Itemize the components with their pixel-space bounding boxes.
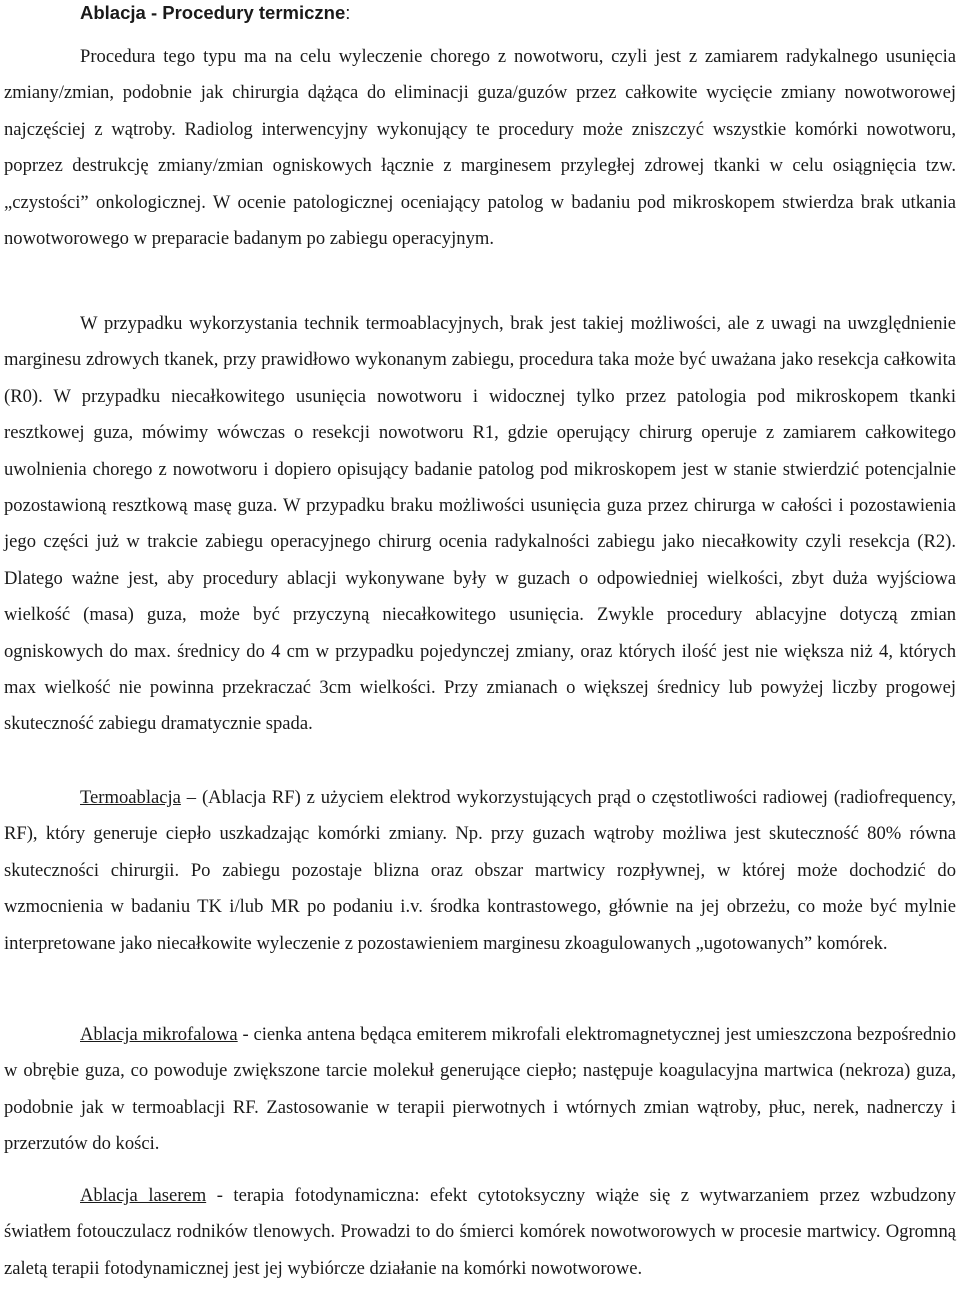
paragraph-text: – (Ablacja RF) z użyciem elektrod wykorzystujących prąd o częstotliwości radiowej (radiofrequency, RF), który generuje ciepło uszkadzając komórki zmiany. Np. przy guzach wątroby możliwa jest skuteczność 80% równa skuteczności chirurgii. Po zabiegu pozostaje blizna oraz obszar martwicy rozpływnej, w której może dochodzić do wzmocnienia w badaniu TK i/lub MR po podaniu i.v. środka kontrastowego, głównie na jej obrzeżu, co może być mylnie interpretowane jako niecałkowite wyleczenie z pozostawieniem marginesu zkoagulowanych „ugotowanych” komórek. xyxy=(4,787,956,954)
paragraph-microwave-ablation xyxy=(4,1017,956,1163)
paragraph-text: W przypadku wykorzystania technik termoablacyjnych, brak jest takiej możliwości, ale z uwagi na uwzględnienie marginesu zdrowych tkanek, przy prawidłowo wykonanym zabiegu, procedura taka może być uważana jako resekcja całkowita (R0). W przypadku niecałkowitego usunięcia nowotworu i widocznej tylko przez patologia pod mikroskopem tkanki resztkowej guza, mówimy wówczas o resekcji nowotworu R1, gdzie operujący chirurg operuje z zamiarem całkowitego uwolnienia chorego z nowotworu i dopiero opisujący badanie patolog pod mikroskopem jest w stanie stwierdzić potencjalnie pozostawioną resztkową masę guza. W przypadku braku możliwości usunięcia guza przez chirurga w całości i pozostawienia jego części już w trakcie zabiegu operacyjnego chirurg ocenia radykalności zabiegu jako niecałkowity czyli resekcja (R2). Dlatego ważne jest, aby procedury ablacji wykonywane były w guzach o odpowiedniej wielkości, zbyt duża wyjściowa wielkość (masa) guza, może być przyczyną niecałkowitego usunięcia. Zwykle procedury ablacyjne dotyczą zmian ogniskowych do max. średnicy do 4 cm w przypadku pojedynczej zmiany, oraz których ilość jest nie większa niż 4, których max wielkość nie powinna przekraczać 3cm wielkości. Przy zmianach o większej średnicy lub powyżej liczby progowej skuteczność zabiegu dramatycznie spada. xyxy=(4,313,956,735)
paragraph-rf-ablation xyxy=(4,780,956,962)
term-rf-ablation: Termoablacja xyxy=(80,787,181,808)
paragraph-thermoablation-resection xyxy=(4,306,956,743)
heading-title: Ablacja - Procedury termiczne xyxy=(80,2,346,23)
paragraph-text: - cienka antena będąca emiterem mikrofali elektromagnetycznej jest umieszczona bezpośrednio w obrębie guza, co powoduje zwiększone tarcie molekuł generujące ciepło; następuje koagulacyjna martwica (nekroza) guza, podobnie jak w termoablacji RF. Zastosowanie w terapii pierwotnych i wtórnych zmian wątroby, płuc, nerek, nadnerczy i przerzutów do kości. xyxy=(4,1024,957,1155)
heading-colon: : xyxy=(345,2,351,23)
term-laser-ablation: Ablacja laserem xyxy=(80,1185,207,1206)
paragraph-text: - terapia fotodynamiczna: efekt cytotoksyczny wiąże się z wytwarzaniem przez wzbudzony światłem fotouczulacz rodników tlenowych. Prowadzi to do śmierci komórek nowotworowych w procesie martwicy. Ogromną zaletą terapii fotodynamicznej jest jej wybiórcze działanie na komórki nowotworowe. xyxy=(4,1185,956,1279)
section-heading xyxy=(80,0,350,26)
paragraph-text: Procedura tego typu ma na celu wyleczenie chorego z nowotworu, czyli jest z zamiarem radykalnego usunięcia zmiany/zmian, podobnie jak chirurgia dążąca do eliminacji guza/guzów przez całkowite wycięcie zmiany nowotworowej najczęściej z wątroby. Radiolog interwencyjny wykonujący te procedury może zniszczyć wszystkie komórki nowotworu, poprzez destrukcję zmiany/zmian ogniskowych łącznie z marginesem przyległej zdrowej tkanki w celu osiągnięcia tzw. „czystości” onkologicznej. W ocenie patologicznej oceniający patolog w badaniu pod mikroskopem stwierdza brak utkania nowotworowego w preparacie badanym po zabiegu operacyjnym. xyxy=(4,46,956,250)
term-microwave-ablation: Ablacja mikrofalowa xyxy=(80,1024,238,1045)
paragraph-ablation-intro xyxy=(4,39,956,257)
paragraph-laser-ablation xyxy=(4,1178,956,1287)
